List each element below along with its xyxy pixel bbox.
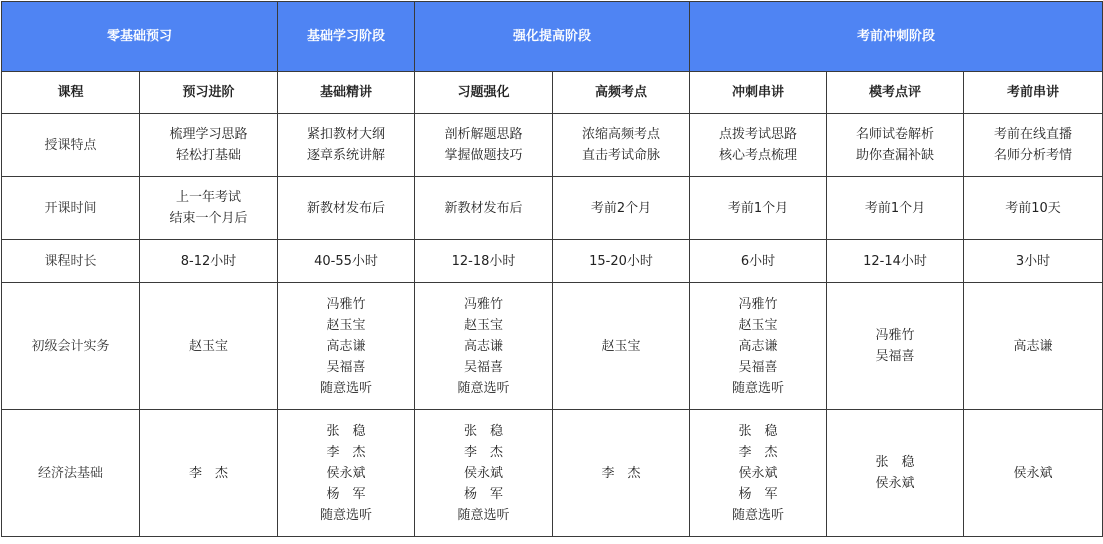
- course-name: 考前串讲: [964, 72, 1103, 114]
- duration-row: [2, 240, 1103, 283]
- cell-text-line: 随意选听: [320, 380, 373, 396]
- cell-text-line: 赵玉宝: [464, 317, 504, 333]
- course-name: 冲刺串讲: [690, 72, 827, 114]
- table-cell: [278, 410, 415, 537]
- table-cell: [964, 114, 1103, 177]
- cell-text-line: 侯永斌: [464, 465, 504, 481]
- row-label: 初级会计实务: [2, 283, 140, 410]
- table-cell: [415, 410, 553, 537]
- cell-text-line: 高志谦: [1013, 338, 1053, 354]
- cell-text-line: 点拨考试思路: [719, 127, 798, 142]
- table-cell: [827, 240, 964, 283]
- cell-text-line: 吴福喜: [738, 359, 778, 375]
- stage-header-basic: 基础学习阶段: [278, 2, 415, 72]
- stage-header-intensive: 强化提高阶段: [415, 2, 690, 72]
- economic-law-row: [2, 410, 1103, 537]
- cell-text-line: 名师试卷解析: [856, 127, 935, 142]
- cell-text-line: 冯雅竹: [738, 296, 778, 312]
- cell-text-line: 冯雅竹: [875, 328, 915, 343]
- course-name: 高频考点: [553, 72, 690, 114]
- cell-text-line: 高志谦: [738, 338, 778, 354]
- table-cell: [964, 177, 1103, 240]
- cell-text-line: 考前2个月: [590, 200, 652, 216]
- cell-text-line: 助你查漏补缺: [856, 148, 935, 163]
- start-time-row: [2, 177, 1103, 240]
- cell-text-line: 张 稳: [326, 423, 366, 439]
- table-cell: [415, 114, 553, 177]
- cell-text-line: 杨 军: [738, 486, 778, 502]
- table-cell: [415, 240, 553, 283]
- cell-text-line: 高志谦: [464, 338, 504, 354]
- cell-text-line: 吴福喜: [326, 359, 366, 375]
- cell-text-line: 高志谦: [326, 338, 366, 354]
- cell-text-line: 杨 军: [326, 486, 366, 502]
- table-cell: [415, 283, 553, 410]
- row-label: 课程时长: [2, 240, 140, 283]
- cell-text-line: 轻松打基础: [176, 148, 242, 163]
- cell-text-line: 8-12小时: [180, 253, 237, 269]
- row-label: 开课时间: [2, 177, 140, 240]
- cell-text-line: 赵玉宝: [601, 338, 641, 354]
- course-name: 模考点评: [827, 72, 964, 114]
- cell-text-line: 杨 军: [464, 486, 504, 502]
- table-cell: [278, 177, 415, 240]
- cell-text-line: 紧扣教材大纲: [307, 127, 386, 142]
- table-cell: [140, 114, 278, 177]
- cell-text-line: 剖析解题思路: [444, 127, 523, 142]
- cell-text-line: 吴福喜: [464, 359, 504, 375]
- table-cell: [278, 283, 415, 410]
- table-cell: [690, 114, 827, 177]
- cell-text-line: 随意选听: [457, 507, 510, 523]
- table-cell: [140, 283, 278, 410]
- table-cell: [553, 177, 690, 240]
- course-name: 基础精讲: [278, 72, 415, 114]
- cell-text-line: 名师分析考情: [994, 148, 1073, 163]
- course-schedule-table: [1, 1, 1103, 537]
- cell-text-line: 梳理学习思路: [169, 127, 248, 142]
- cell-text-line: 直击考试命脉: [582, 148, 661, 163]
- cell-text-line: 赵玉宝: [738, 317, 778, 333]
- table-cell: [278, 240, 415, 283]
- cell-text-line: 随意选听: [732, 507, 785, 523]
- cell-text-line: 冯雅竹: [326, 296, 366, 312]
- cell-text-line: 12-18小时: [451, 253, 516, 269]
- table-cell: [553, 410, 690, 537]
- cell-text-line: 李 杰: [326, 444, 366, 460]
- cell-text-line: 侯永斌: [738, 465, 778, 481]
- cell-text-line: 随意选听: [320, 507, 373, 523]
- table-cell: [415, 177, 553, 240]
- table-cell: [140, 240, 278, 283]
- table-cell: [553, 283, 690, 410]
- table-cell: [827, 114, 964, 177]
- cell-text-line: 6小时: [740, 253, 776, 269]
- cell-text-line: 15-20小时: [589, 253, 653, 269]
- cell-text-line: 考前1个月: [864, 200, 926, 216]
- row-label: 经济法基础: [2, 410, 140, 537]
- accounting-row: [2, 283, 1103, 410]
- cell-text-line: 侯永斌: [326, 465, 366, 481]
- cell-text-line: 40-55小时: [314, 253, 378, 269]
- cell-text-line: 李 杰: [464, 444, 504, 460]
- table-cell: [278, 114, 415, 177]
- table-cell: [827, 283, 964, 410]
- cell-text-line: 吴福喜: [875, 349, 915, 364]
- cell-text-line: 李 杰: [189, 465, 229, 481]
- course-header-row: [2, 72, 1103, 114]
- table-cell: [140, 177, 278, 240]
- cell-text-line: 考前10天: [1005, 200, 1061, 216]
- cell-text-line: 考前在线直播: [994, 127, 1073, 142]
- table-cell: [140, 410, 278, 537]
- cell-text-line: 新教材发布后: [444, 200, 523, 216]
- stage-header-preview: 零基础预习: [2, 2, 278, 72]
- table-cell: [964, 283, 1103, 410]
- cell-text-line: 侯永斌: [1013, 465, 1053, 481]
- feature-row: [2, 114, 1103, 177]
- course-header-label: 课程: [2, 72, 140, 114]
- cell-text-line: 张 稳: [738, 423, 778, 439]
- cell-text-line: 张 稳: [875, 455, 915, 470]
- table-cell: [553, 114, 690, 177]
- table-cell: [964, 410, 1103, 537]
- cell-text-line: 结束一个月后: [169, 211, 248, 226]
- table-cell: [553, 240, 690, 283]
- cell-text-line: 赵玉宝: [326, 317, 366, 333]
- cell-text-line: 李 杰: [601, 465, 641, 481]
- cell-text-line: 赵玉宝: [189, 338, 229, 354]
- cell-text-line: 随意选听: [732, 380, 785, 396]
- table-cell: [690, 240, 827, 283]
- table-cell: [964, 240, 1103, 283]
- table-cell: [827, 410, 964, 537]
- cell-text-line: 上一年考试: [176, 190, 242, 205]
- table-cell: [690, 283, 827, 410]
- row-label: 授课特点: [2, 114, 140, 177]
- cell-text-line: 逐章系统讲解: [307, 148, 386, 163]
- cell-text-line: 掌握做题技巧: [444, 148, 523, 163]
- course-name: 习题强化: [415, 72, 553, 114]
- table-cell: [690, 177, 827, 240]
- cell-text-line: 浓缩高频考点: [582, 127, 661, 142]
- stage-header-sprint: 考前冲刺阶段: [690, 2, 1103, 72]
- cell-text-line: 冯雅竹: [464, 296, 504, 312]
- cell-text-line: 张 稳: [464, 423, 504, 439]
- cell-text-line: 新教材发布后: [307, 200, 386, 216]
- stage-header-row: [2, 2, 1103, 72]
- table-cell: [690, 410, 827, 537]
- cell-text-line: 核心考点梳理: [719, 148, 798, 163]
- cell-text-line: 李 杰: [738, 444, 778, 460]
- table-body: [2, 114, 1103, 537]
- table-cell: [827, 177, 964, 240]
- cell-text-line: 侯永斌: [875, 476, 915, 491]
- cell-text-line: 12-14小时: [863, 253, 927, 269]
- course-name: 预习进阶: [140, 72, 278, 114]
- cell-text-line: 随意选听: [457, 380, 510, 396]
- cell-text-line: 3小时: [1015, 253, 1051, 269]
- cell-text-line: 考前1个月: [727, 200, 789, 216]
